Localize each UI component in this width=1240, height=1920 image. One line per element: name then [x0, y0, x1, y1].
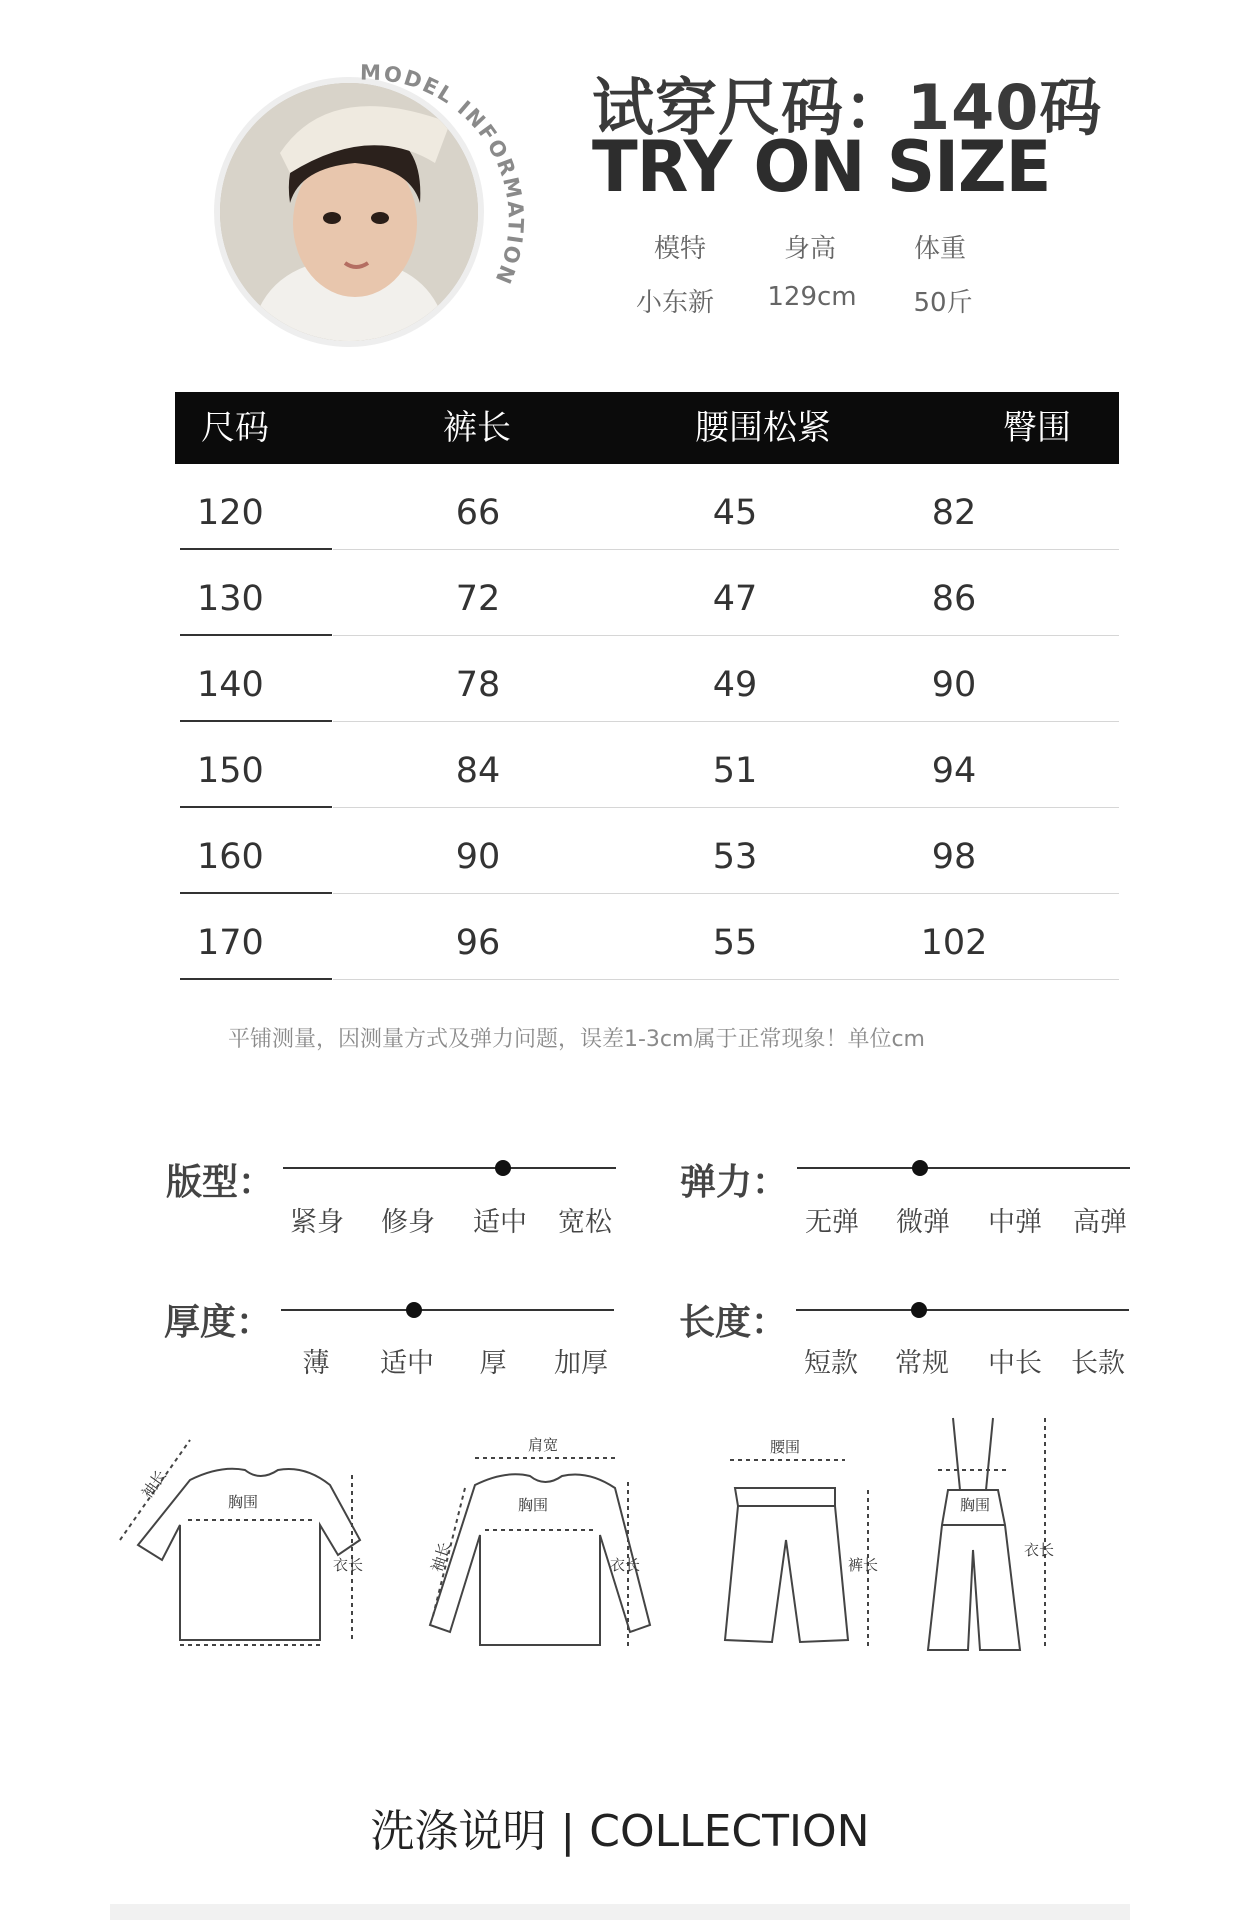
model-value-height: 129cm: [767, 282, 857, 312]
elasticity-slider-dot: [912, 1160, 928, 1176]
elasticity-option: 无弹: [805, 1207, 859, 1238]
model-value-weight: 50斤: [913, 288, 973, 318]
cell-hip: 94: [931, 751, 977, 791]
model-avatar-block: [210, 55, 540, 375]
size-table: [175, 392, 1119, 980]
cell-size: 140: [197, 665, 264, 705]
table-row: [175, 722, 1119, 808]
cell-hip: 82: [931, 493, 977, 533]
cell-hip: 102: [920, 923, 988, 963]
table-header: [175, 392, 1119, 464]
svg-text:MODEL INFORMATION: [360, 61, 528, 289]
row-divider: [333, 979, 1119, 980]
cell-waist: 47: [712, 579, 758, 619]
model-value-name: 小东新: [635, 288, 714, 318]
length-option: 长款: [1071, 1348, 1125, 1379]
fit-slider-track: [283, 1167, 616, 1169]
cell-waist: 45: [712, 493, 758, 533]
thickness-option: 适中: [380, 1348, 434, 1379]
thickness-option: 厚: [479, 1348, 507, 1379]
cell-size: 160: [197, 837, 264, 877]
header-hip: 臀围: [1003, 408, 1071, 448]
longsleeve-chest-label: 胸围: [518, 1496, 549, 1514]
header-size: 尺码: [201, 408, 269, 448]
overalls-chest-label: 胸围: [960, 1496, 991, 1514]
bottom-divider: [110, 1904, 1130, 1920]
header-pants-length: 裤长: [443, 408, 511, 448]
longsleeve-shoulder-label: 肩宽: [528, 1436, 559, 1454]
length-option: 中长: [988, 1348, 1042, 1379]
cell-waist: 51: [712, 751, 758, 791]
length-slider-track: [796, 1309, 1129, 1311]
model-header-height: 身高: [783, 234, 836, 264]
cell-waist: 55: [712, 923, 758, 963]
shorts-length-label: 裤长: [848, 1556, 879, 1574]
wash-instructions-title: 洗涤说明 | COLLECTION: [370, 1806, 870, 1857]
longsleeve-sleeve-label: 袖长: [427, 1540, 455, 1575]
cell-pants-length: 66: [455, 493, 501, 533]
model-information-curved-text: [210, 55, 540, 375]
shorts-waist-label: 腰围: [770, 1438, 801, 1456]
table-row: [175, 464, 1119, 550]
length-option: 常规: [895, 1348, 949, 1379]
length-label: 长度：: [679, 1302, 788, 1343]
thickness-option: 加厚: [554, 1348, 608, 1379]
title-cn: 试穿尺码：140码: [592, 71, 1103, 144]
cell-pants-length: 84: [455, 751, 501, 791]
cell-hip: 98: [931, 837, 977, 877]
longsleeve-length-label: 衣长: [610, 1556, 641, 1574]
cell-pants-length: 78: [455, 665, 501, 705]
table-row: [175, 636, 1119, 722]
cell-pants-length: 96: [455, 923, 501, 963]
overalls-diagram: [928, 1418, 1054, 1650]
cell-size: 170: [197, 923, 264, 963]
table-row: [175, 894, 1119, 980]
table-row: [175, 550, 1119, 636]
tshirt-length-label: 衣长: [333, 1556, 364, 1574]
cell-hip: 90: [931, 665, 977, 705]
cell-size: 150: [197, 751, 264, 791]
fit-slider-dot: [495, 1160, 511, 1176]
cell-pants-length: 72: [455, 579, 501, 619]
length-slider-dot: [911, 1302, 927, 1318]
garment-diagrams: [110, 1410, 1150, 1670]
elasticity-option: 中弹: [988, 1207, 1042, 1238]
thickness-option: 薄: [302, 1348, 330, 1379]
elasticity-option: 微弹: [896, 1207, 950, 1238]
elasticity-slider-track: [797, 1167, 1130, 1169]
tshirt-sleeve-label: 袖长: [138, 1466, 171, 1502]
length-option: 短款: [804, 1348, 858, 1379]
table-row: [175, 808, 1119, 894]
longsleeve-diagram: [428, 1436, 650, 1648]
thickness-label: 厚度：: [164, 1302, 273, 1343]
thickness-slider-track: [281, 1309, 614, 1311]
shorts-diagram: [725, 1438, 878, 1648]
cell-size: 120: [197, 493, 264, 533]
cell-waist: 49: [712, 665, 758, 705]
model-header-name: 模特: [653, 234, 706, 264]
model-header-weight: 体重: [913, 234, 966, 264]
fit-option: 修身: [381, 1207, 435, 1238]
overalls-length-label: 衣长: [1024, 1541, 1055, 1559]
cell-size: 130: [197, 579, 264, 619]
tshirt-chest-label: 胸围: [228, 1493, 259, 1511]
table-body: [175, 464, 1119, 980]
elasticity-label: 弹力：: [680, 1162, 789, 1203]
measurement-note: 平铺测量，因测量方式及弹力问题，误差1-3cm属于正常现象！单位cm: [228, 1027, 925, 1052]
header-waist: 腰围松紧: [695, 408, 831, 448]
cell-hip: 86: [931, 579, 977, 619]
fit-option: 宽松: [558, 1207, 612, 1238]
cell-pants-length: 90: [455, 837, 501, 877]
fit-option: 适中: [473, 1207, 527, 1238]
fit-label: 版型：: [166, 1162, 275, 1203]
thickness-slider-dot: [406, 1302, 422, 1318]
tshirt-diagram: [120, 1440, 363, 1645]
row-underline: [180, 978, 332, 980]
fit-option: 紧身: [290, 1207, 344, 1238]
elasticity-option: 高弹: [1073, 1207, 1127, 1238]
title-en: TRY ON SIZE: [592, 126, 1051, 208]
cell-waist: 53: [712, 837, 758, 877]
curved-text: MODEL INFORMATION: [359, 60, 528, 289]
